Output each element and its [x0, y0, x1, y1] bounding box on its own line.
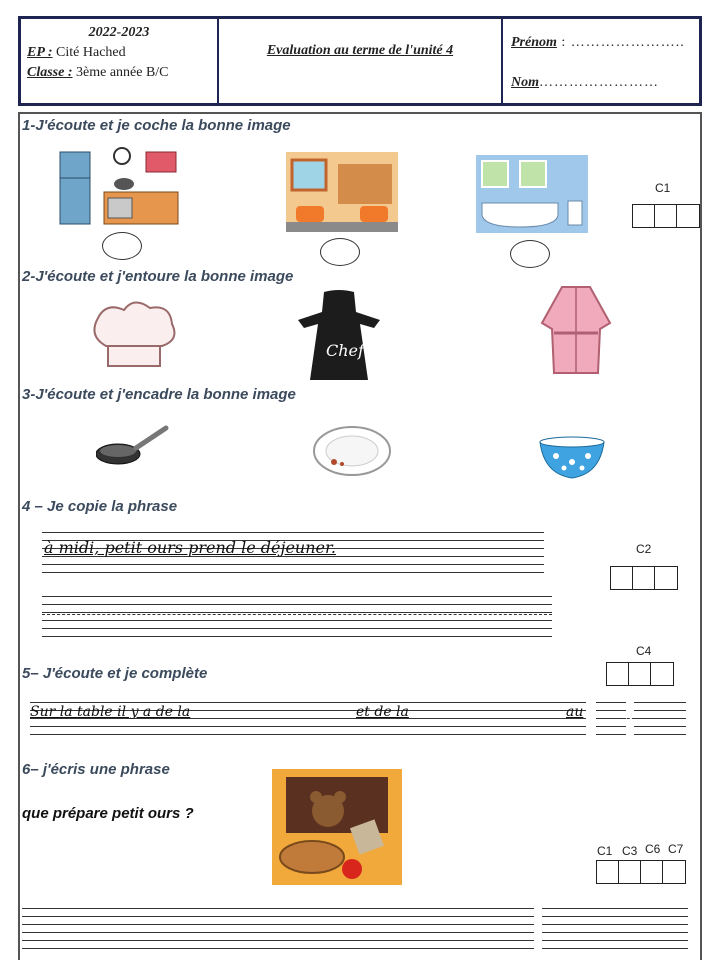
living-room-image: [286, 152, 398, 232]
school-name: Cité Hached: [56, 45, 126, 60]
score-box-c-group[interactable]: [596, 860, 686, 884]
writing-lines-1[interactable]: [22, 908, 534, 956]
copy-writing-lines[interactable]: [42, 596, 552, 644]
frying-pan-image: [96, 424, 170, 468]
school-label: EP :: [27, 45, 53, 60]
nom-label: Nom: [511, 75, 539, 90]
class-value: 3ème année B/C: [76, 65, 169, 80]
criterion-c7-group-label: C7: [668, 842, 684, 856]
criterion-c1-label: C1: [655, 181, 671, 195]
criterion-c6-group-label: C6: [645, 842, 661, 856]
kitchen-image: [52, 146, 182, 230]
class-label: Classe :: [27, 65, 73, 80]
chef-hat-image: [88, 296, 180, 374]
complete-part-2: et de la: [356, 704, 409, 720]
criterion-c3-group-label: C3: [622, 844, 638, 858]
copy-dotted-line: [42, 614, 552, 615]
bathrobe-image: [540, 283, 612, 379]
section-6-title: 6– j'écris une phrase: [22, 761, 170, 778]
checkbox-oval-2[interactable]: [320, 238, 360, 266]
plate-image: [312, 424, 392, 478]
school-year: 2022-2023: [88, 25, 150, 40]
section-3-title: 3-J'écoute et j'encadre la bonne image: [22, 386, 296, 403]
writing-lines-2[interactable]: [542, 908, 688, 956]
question-6-text: que prépare petit ours ?: [22, 805, 194, 822]
section-5-title: 5– J'écoute et je complète: [22, 665, 208, 682]
criterion-c1-group-label: C1: [597, 844, 613, 858]
header-school-info: [21, 19, 219, 103]
nom-field[interactable]: ……………………: [539, 75, 659, 90]
prenom-field[interactable]: : …………………..: [556, 35, 685, 50]
complete-lines-extra-2: [634, 702, 686, 742]
checkbox-oval-3[interactable]: [510, 240, 550, 268]
complete-part-1: Sur la table il y a de la: [30, 704, 191, 720]
criterion-c4-label: C4: [636, 644, 652, 658]
blank-3[interactable]: [596, 718, 686, 719]
complete-lines-extra-1: [596, 702, 626, 742]
header-student-info: [503, 19, 699, 103]
bowl-image: [538, 434, 606, 480]
blank-1[interactable]: [192, 718, 352, 719]
header-box: [18, 16, 702, 106]
section-4-title: 4 – Je copie la phrase: [22, 498, 178, 515]
bear-pie-image: [272, 769, 402, 885]
criterion-c2-label: C2: [636, 542, 652, 556]
evaluation-title: Evaluation au terme de l'unité 4: [219, 19, 503, 103]
prenom-label: Prénom: [511, 35, 557, 50]
score-box-c1[interactable]: [632, 204, 700, 228]
score-box-c2[interactable]: [610, 566, 678, 590]
copy-model-sentence: à midi, petit ours prend le déjeuner.: [44, 538, 336, 557]
chef-apron-image: [294, 290, 384, 384]
bathroom-image: [476, 155, 588, 233]
blank-2[interactable]: [416, 718, 562, 719]
checkbox-oval-1[interactable]: [102, 232, 142, 260]
section-1-title: 1-J'écoute et je coche la bonne image: [22, 117, 291, 134]
section-2-title: 2-J'écoute et j'entoure la bonne image: [22, 268, 294, 285]
score-box-c4[interactable]: [606, 662, 674, 686]
complete-part-3: au: [566, 704, 584, 720]
svg-text:Chef: Chef: [326, 341, 364, 360]
